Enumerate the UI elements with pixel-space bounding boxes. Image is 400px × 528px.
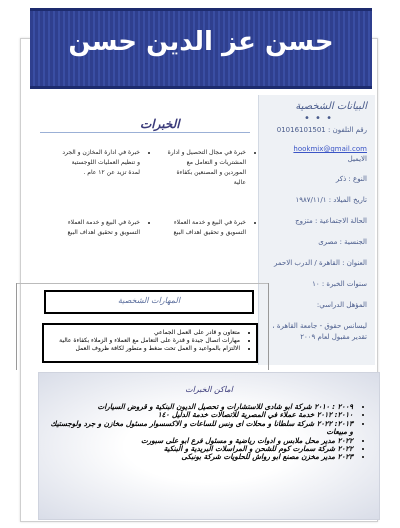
address: العنوان : القاهرة / الدرب الاحمر [274,259,367,267]
position-item: • ٢٠٢٣ مدير مخزن مصنع ابو رواش للحلويات شركة بونبكى [47,453,353,461]
marital-status: الحالة الاجتماعية : متزوج [295,217,367,225]
gender: النوع : ذكر [335,175,367,183]
skill-item: • متعاون و قادر على العمل الجماعي [44,329,240,337]
email-link[interactable]: hookmix@gmail.com [293,145,367,153]
skill-item: • مهارات اتصال جيدة و قدرة على التعامل مع العملاء و الزملاء بكفاءة عالية [44,337,240,345]
phone-number: رقم التلفون : 01016101501 [276,126,367,134]
position-item: • ٢٠٠٩ : ٢٠١٠ شركة ابو شادى للاستشارات و تحصيل الديون البنكية و قروض السيارات [47,403,353,411]
skill-item: • الالتزام بالمواعيد و العمل تحت ضغط و متطور لكافة ظروف العمل [44,345,240,353]
skills-title: المهارات الشخصية [117,296,181,305]
skills-frame-left [16,283,17,370]
position-item: • ٢٠١٣: ٢٠٢٢ شركة سلطانا و محلات اى ونس للساعات و الاكسسوار مسئول مخازن و جرد ولوجستيك و مبيعات [47,420,353,437]
position-item: • ٢٠٢٢ مدير محل ملابس و ادوات رياضية و مسئول فرع ابو على سبورت [47,437,353,445]
experience-item: • خبرة في البيع و خدمة العملاء التسويق و تحقيق اهداف البيع [44,218,140,238]
header-banner [30,8,372,89]
qualification-label: المؤهل الدراسي: [316,301,367,309]
position-item: • ٢٠١٠: ٢٠١٢ خدمة عملاء في المصرية للاتصالات خدمة الدليل ١٤٠ [47,411,353,419]
experience-col-left-2 [44,218,148,238]
positions-section [38,372,380,520]
qualification-line-1: ليسانس حقوق - جامعة القاهرة ، [272,322,367,330]
candidate-name: حسن عز الدين حسن [68,27,334,57]
experience-item: • خبرة في مجال التحصيل و ادارة المشتريات و التعامل مع الموردين و المصنعين بكفاءة عالية [150,148,246,188]
skills-frame-top [16,283,268,284]
experience-item: • خبرة في البيع و خدمة العملاء التسويق و تحقيق اهداف البيع [150,218,246,238]
personal-data-title: البيانات الشخصية [295,101,367,112]
skills-title-box [44,290,254,314]
experience-col-left [44,148,148,178]
nationality: الجنسية : مصرى [318,238,367,246]
email-label: الايميل [347,155,367,163]
birthdate: تاريخ الميلاد : ١٩٨٧/١١/١ [295,196,367,204]
qualification-line-2: تقدير مقبول لعام ٢٠٠٩ [300,333,367,341]
experience-item: • خبرة في ادارة المخازن و الجرد و تنظيم العمليات اللوجستية لمدة تزيد عن ١٢ عام . [44,148,140,178]
positions-title: اماكن الخبرات [185,385,233,394]
experience-years: سنوات الخبرة : ١٠ [312,280,367,288]
experience-col-right-2 [150,218,254,238]
skills-frame-right [268,283,269,370]
experience-title: الخبرات [140,117,180,131]
personal-data-sidebar [258,95,375,365]
decorative-dots: • • • [303,113,333,124]
header-underline [30,86,372,89]
positions-list [47,403,365,462]
position-item: • ٢٠٢٢ شركة سمارت كوم للشحن و المراسلات البريدية و البنكية [47,445,353,453]
skills-list-box [42,323,258,363]
experience-col-right [150,148,254,188]
experience-divider [40,132,250,133]
